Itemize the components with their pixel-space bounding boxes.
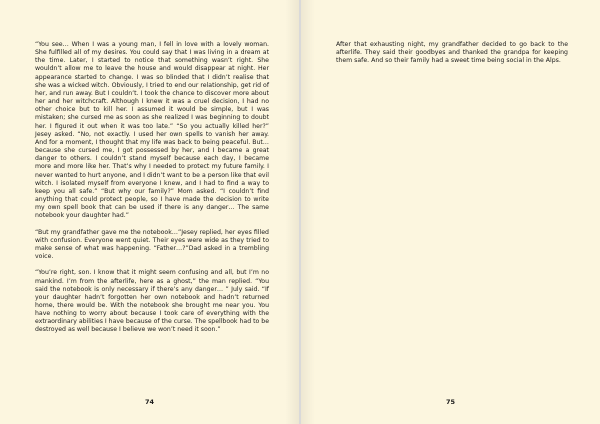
left-paragraph-2: “But my grandfather gave me the notebook…”Jesey replied, her eyes filled with confusion. Everyone went quiet. Their eyes were wide as they tried to make sense of what was happening. “Father…?”Dad asked in a trembling voice. [35,228,269,261]
left-paragraph-3: “You’re right, son. I know that it might seem confusing and all, but I’m no mankind. I’m from the afterlife, here as a ghost,” the man replied. “You said the notebook is only necessary if there’s any danger… ” July said. “If your daughter hadn’t forgotten her own notebook and hadn’t returned home, there would be. With the notebook she brought me near you. You have nothing to worry about because I took care of everything with the extraordinary abilities I have because of the curse. The spellbook had to be destroyed as well because I believe we won’t need it soon.” [35,269,270,334]
left-page-text [35,41,269,343]
left-page-number: 74 [144,398,155,406]
right-paragraph-1: After that exhausting night, my grandfather decided to go back to the afterlife. They said their goodbyes and thanked the grandpa for keeping them safe. And so their family had a sweet time being social in the Alps. [336,41,568,65]
left-page [0,0,299,424]
left-paragraph-1: “You see… When I was a young man, I fell in love with a lovely woman. She fulfilled all of my desires. You could say that I was living in a dream at the time. Later, I started to notice that something wasn’t right. She wouldn’t allow me to leave the house and would disappear at night. Her appearance started to change. I was so blinded that I didn’t realise that she was a wicked witch. Obviously, I tried to end our relationship, get rid of her, and run away. But I couldn’t. I took the chance to discover more about her and her witchcraft. Although I knew it was a cruel decision, I had no other choice but to kill her. I assumed it would be simple, but I was mistaken; she cursed me as soon as she realized I was beginning to doubt her. I figured it out when it was too late.” “So you actually killed her?” Jesey asked. “No, not exactly. I used her own spells to vanish her away. And for a moment, I thought that my life was back to being peaceful. But… because she cursed me, I got possessed by her, and I became a great danger to others. I couldn’t stand myself because each day, I became more and more like her. That’s why I needed to protect my future family. I never wanted to hurt anyone, and I didn’t want to be a person like that evil witch. I isolated myself from everyone I knew, and I had to find a way to keep you all safe.” “But why our family?” Mom asked. “I couldn’t find anything that could protect people, so I have made the decision to write my own spell book that can be used if there is any danger… The same notebook your daughter had.” [35,41,269,220]
right-page-number: 75 [445,398,456,406]
right-page [301,0,600,424]
right-page-text [336,41,568,74]
